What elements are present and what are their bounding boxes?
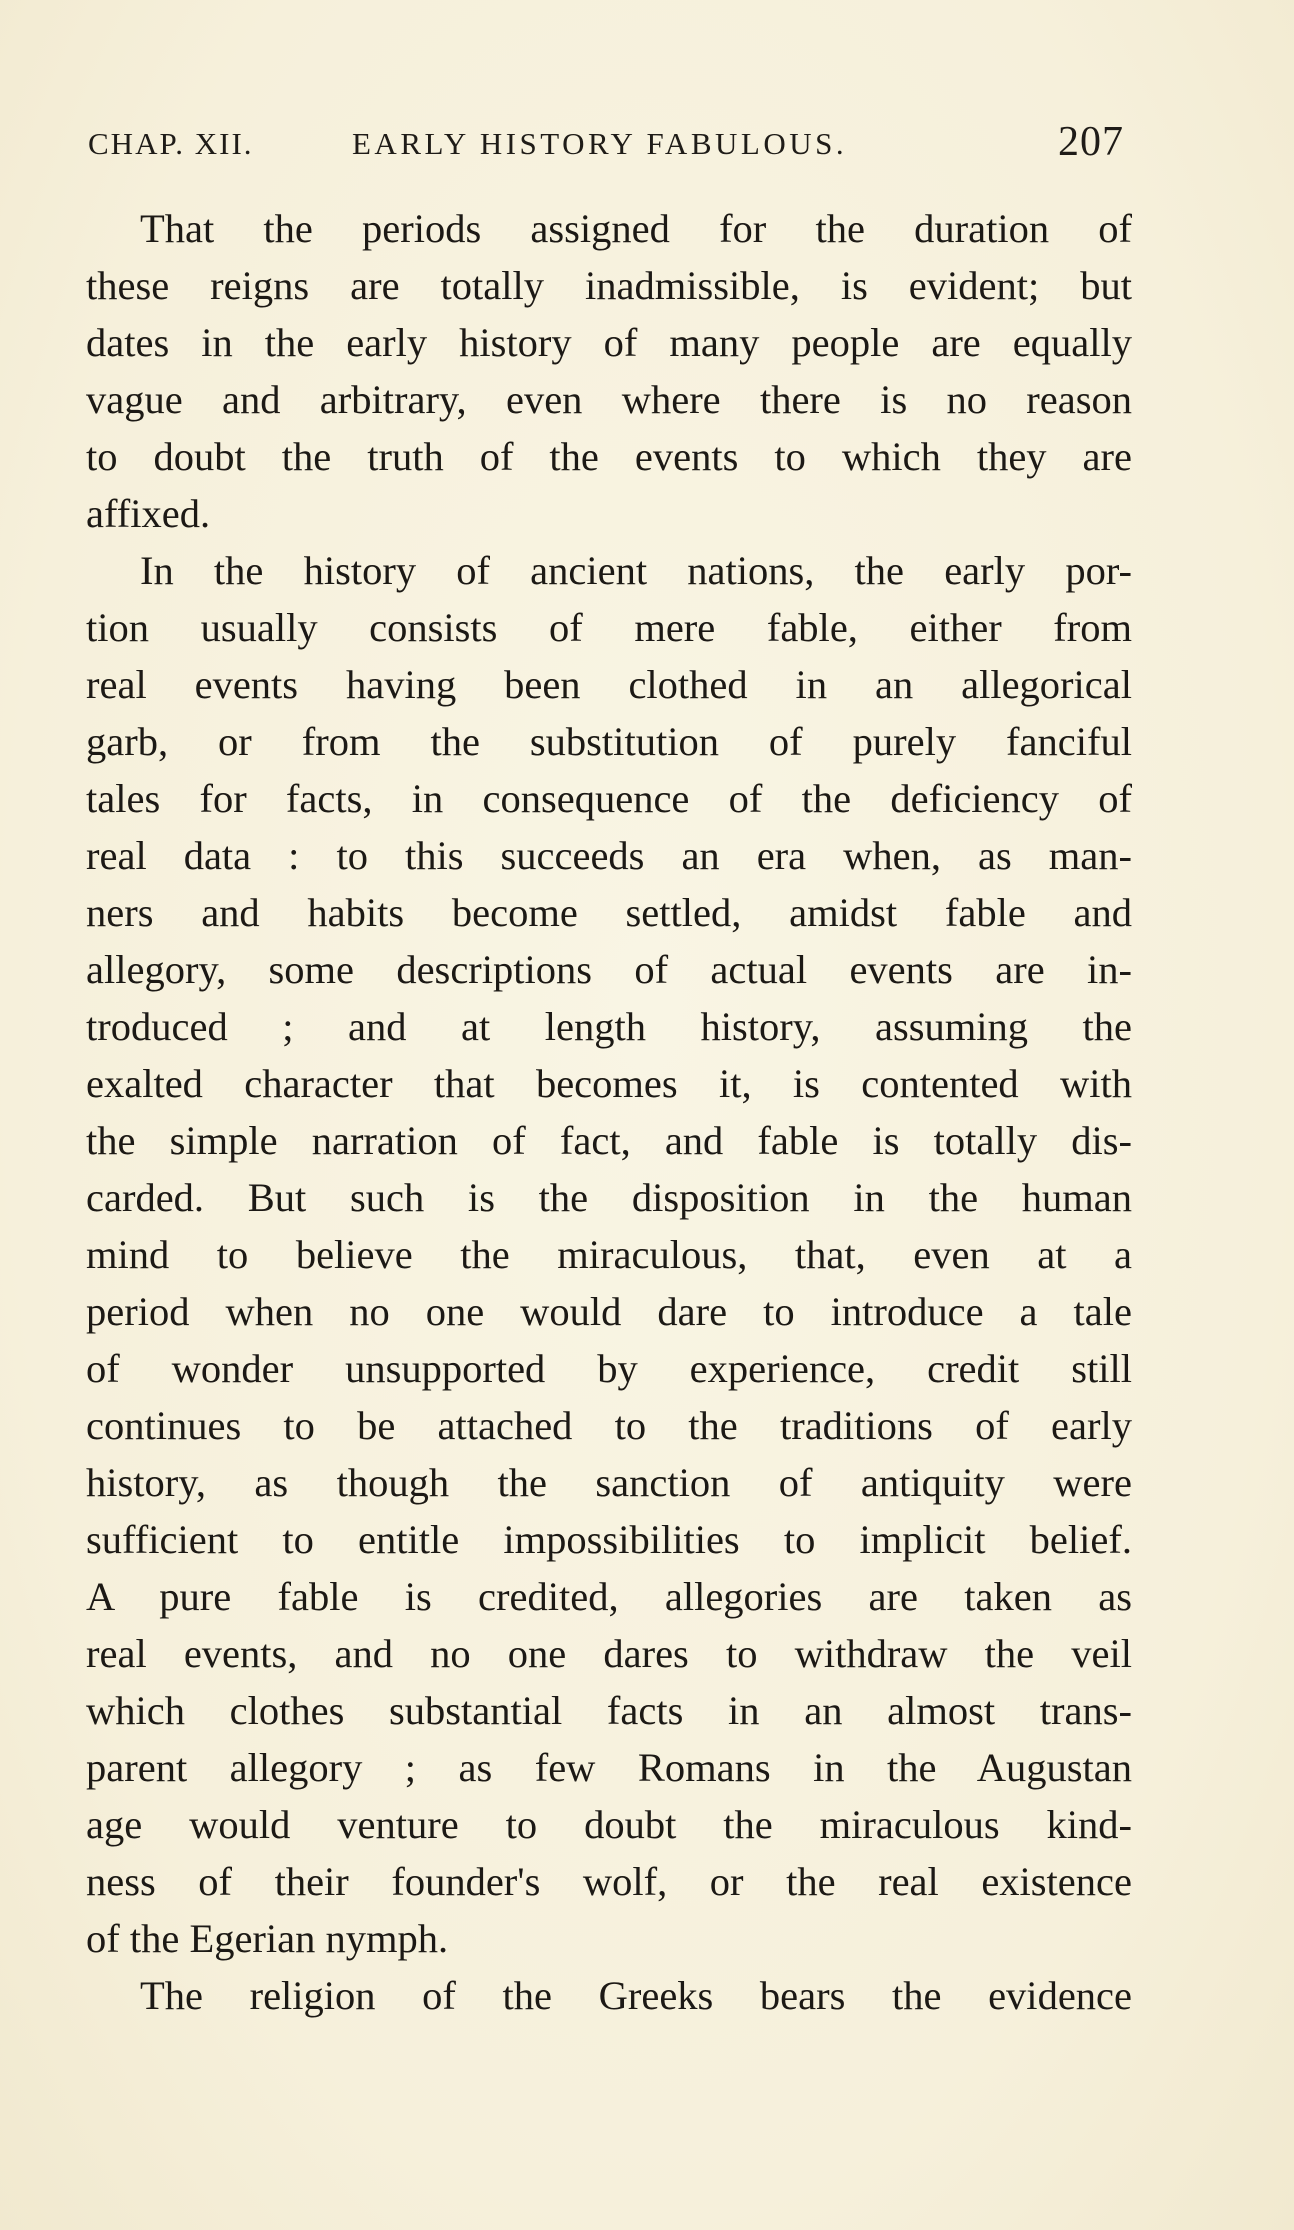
text-line: real events, and no one dares to withdraw the veil [86, 1631, 1132, 1676]
text-line: real events having been clothed in an allegorical [86, 662, 1132, 707]
text-line: vague and arbitrary, even where there is no reason [86, 377, 1132, 422]
page-number: 207 [1058, 119, 1124, 165]
text-line: A pure fable is credited, allegories are taken as [86, 1574, 1132, 1619]
text-line: of the Egerian nymph. [86, 1916, 449, 1961]
body-text [86, 200, 1132, 2024]
text-line: allegory, some descriptions of actual events are in- [86, 947, 1132, 992]
text-line: In the history of ancient nations, the early por- [140, 548, 1132, 593]
text-line: exalted character that becomes it, is contented with [86, 1061, 1132, 1106]
text-line: troduced ; and at length history, assuming the [86, 1004, 1132, 1049]
text-line: dates in the early history of many people are equally [86, 320, 1132, 365]
text-line: which clothes substantial facts in an almost trans- [86, 1688, 1132, 1733]
text-line: ness of their founder's wolf, or the real existence [86, 1859, 1132, 1904]
running-title: EARLY HISTORY FABULOUS. [352, 126, 848, 161]
text-line: That the periods assigned for the duration of [140, 206, 1132, 251]
text-line: sufficient to entitle impossibilities to implicit belief. [86, 1517, 1132, 1562]
text-line: ners and habits become settled, amidst fable and [86, 890, 1132, 935]
text-line: The religion of the Greeks bears the evidence [140, 1973, 1132, 2018]
running-header [88, 118, 1124, 168]
text-line: the simple narration of fact, and fable is totally dis- [86, 1118, 1132, 1163]
text-line: of wonder unsupported by experience, credit still [86, 1346, 1132, 1391]
text-line: these reigns are totally inadmissible, is evident; but [86, 263, 1132, 308]
text-line: real data : to this succeeds an era when, as man- [86, 833, 1132, 878]
text-line: mind to believe the miraculous, that, even at a [86, 1232, 1132, 1277]
text-line: history, as though the sanction of antiquity were [86, 1460, 1132, 1505]
text-line: tion usually consists of mere fable, either from [86, 605, 1132, 650]
text-line: tales for facts, in consequence of the deficiency of [86, 776, 1132, 821]
chapter-label: CHAP. XII. [88, 126, 254, 161]
text-line: age would venture to doubt the miraculous kind- [86, 1802, 1132, 1847]
text-line: parent allegory ; as few Romans in the Augustan [86, 1745, 1132, 1790]
text-line: garb, or from the substitution of purely fanciful [86, 719, 1132, 764]
text-line: carded. But such is the disposition in the human [86, 1175, 1132, 1220]
text-line: to doubt the truth of the events to which they are [86, 434, 1132, 479]
text-line: affixed. [86, 491, 211, 536]
text-line: period when no one would dare to introduce a tale [86, 1289, 1132, 1334]
text-line: continues to be attached to the traditions of early [86, 1403, 1132, 1448]
